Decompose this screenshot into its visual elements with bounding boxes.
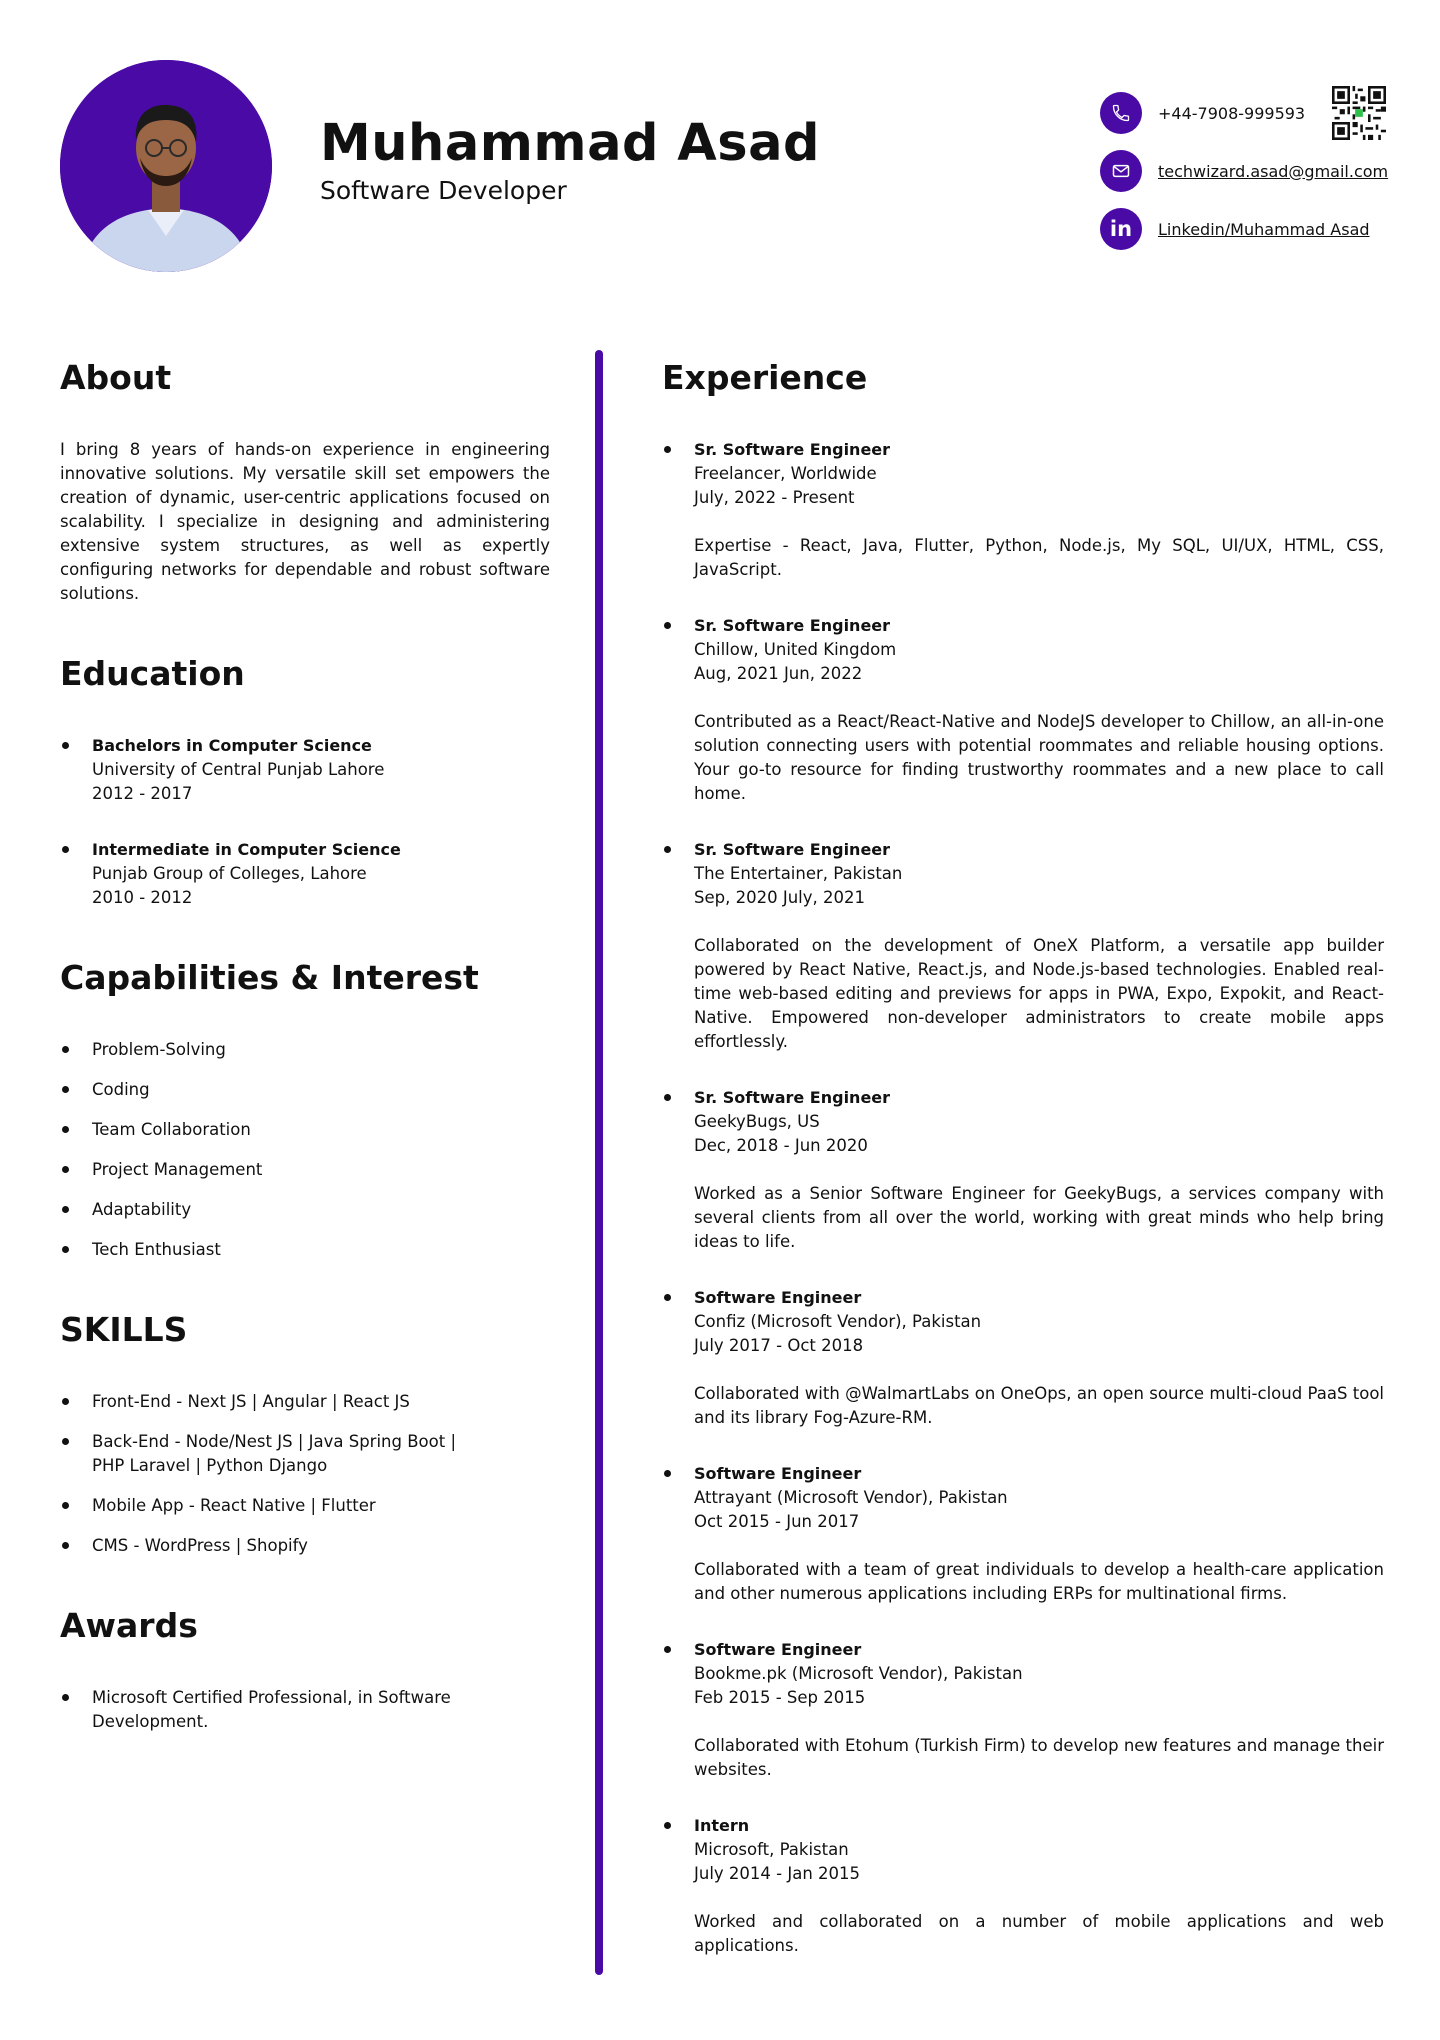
job-dates: Sep, 2020 July, 2021 bbox=[694, 888, 865, 907]
job-title: Software Engineer bbox=[694, 1640, 862, 1659]
education-years: 2010 - 2012 bbox=[92, 888, 193, 907]
education-school: University of Central Punjab Lahore bbox=[92, 760, 385, 779]
experience-item bbox=[662, 838, 1384, 1054]
person-portrait-icon bbox=[60, 60, 272, 272]
about-text: I bring 8 years of hands-on experience in engineering innovative solutions. My versatile skill set empowers the creation of dynamic, user-centric applications focused on scalability. I specialize in designing and administering extensive system structures, as well as expertly configuring networks for dependable and robust software solutions. bbox=[60, 440, 550, 603]
job-company: The Entertainer, Pakistan bbox=[694, 864, 903, 883]
list-item: Team Collaboration bbox=[60, 1118, 550, 1142]
list-item bbox=[60, 838, 550, 910]
contact-email[interactable] bbox=[1100, 150, 1388, 192]
experience-item bbox=[662, 1086, 1384, 1254]
qr-code-icon bbox=[1332, 86, 1386, 140]
right-column bbox=[662, 354, 1384, 1958]
job-company: Freelancer, Worldwide bbox=[694, 464, 877, 483]
education-list bbox=[60, 734, 550, 910]
list-item: Back-End - Node/Nest JS | Java Spring Boot | PHP Laravel | Python Django bbox=[60, 1430, 470, 1478]
mail-icon bbox=[1100, 150, 1142, 192]
list-item: Coding bbox=[60, 1078, 550, 1102]
education-heading: Education bbox=[60, 654, 245, 693]
contact-phone[interactable] bbox=[1100, 92, 1305, 134]
candidate-name: Muhammad Asad bbox=[320, 114, 820, 173]
experience-item bbox=[662, 1286, 1384, 1430]
job-title: Sr. Software Engineer bbox=[694, 616, 891, 635]
job-description: Contributed as a React/React-Native and NodeJS developer to Chillow, an all-in-one solution connecting users with potential roommates and reliable housing options. Your go-to resource for finding trustworthy roommates and a new place to call home. bbox=[694, 712, 1384, 803]
skills-heading: SKILLS bbox=[60, 1310, 188, 1349]
phone-icon bbox=[1100, 92, 1142, 134]
list-item: Tech Enthusiast bbox=[60, 1238, 550, 1262]
education-title: Bachelors in Computer Science bbox=[92, 736, 372, 755]
about-heading: About bbox=[60, 358, 172, 397]
list-item: Microsoft Certified Professional, in Software Development. bbox=[60, 1686, 460, 1734]
job-dates: July 2014 - Jan 2015 bbox=[694, 1864, 861, 1883]
job-title: Software Engineer bbox=[694, 1464, 862, 1483]
capabilities-heading: Capabilities & Interest bbox=[60, 958, 479, 997]
job-company: Chillow, United Kingdom bbox=[694, 640, 897, 659]
experience-item bbox=[662, 438, 1384, 582]
job-description: Collaborated with Etohum (Turkish Firm) to develop new features and manage their websites. bbox=[694, 1736, 1384, 1779]
job-title: Sr. Software Engineer bbox=[694, 440, 891, 459]
job-company: Bookme.pk (Microsoft Vendor), Pakistan bbox=[694, 1664, 1023, 1683]
linkedin-icon: in bbox=[1100, 208, 1142, 250]
education-title: Intermediate in Computer Science bbox=[92, 840, 401, 859]
qr-code bbox=[1332, 86, 1386, 140]
job-description: Collaborated on the development of OneX Platform, a versatile app builder powered by React Native, React.js, and Node.js-based technologies. Enabled real-time web-based editing and previews for apps in PWA, Expo, Expokit, and React-Native. Empowered non-developer administrators to create mobile apps effortlessly. bbox=[694, 936, 1384, 1051]
job-company: Attrayant (Microsoft Vendor), Pakistan bbox=[694, 1488, 1008, 1507]
experience-list bbox=[662, 438, 1384, 1958]
profile-photo bbox=[60, 60, 272, 272]
job-title: Sr. Software Engineer bbox=[694, 840, 891, 859]
job-company: Confiz (Microsoft Vendor), Pakistan bbox=[694, 1312, 982, 1331]
experience-item bbox=[662, 614, 1384, 806]
contact-linkedin[interactable] bbox=[1100, 208, 1370, 250]
job-dates: Feb 2015 - Sep 2015 bbox=[694, 1688, 866, 1707]
job-dates: July 2017 - Oct 2018 bbox=[694, 1336, 864, 1355]
job-dates: Aug, 2021 Jun, 2022 bbox=[694, 664, 863, 683]
candidate-role: Software Developer bbox=[320, 176, 567, 205]
linkedin-link[interactable]: Linkedin/Muhammad Asad bbox=[1158, 219, 1370, 239]
experience-heading: Experience bbox=[662, 358, 868, 397]
list-item bbox=[60, 734, 550, 806]
list-item: Mobile App - React Native | Flutter bbox=[60, 1494, 470, 1518]
job-title: Sr. Software Engineer bbox=[694, 1088, 891, 1107]
email-link[interactable]: techwizard.asad@gmail.com bbox=[1158, 161, 1389, 181]
left-column bbox=[60, 354, 550, 1734]
experience-item bbox=[662, 1462, 1384, 1606]
awards-list bbox=[60, 1686, 460, 1734]
awards-heading: Awards bbox=[60, 1606, 198, 1645]
job-company: GeekyBugs, US bbox=[694, 1112, 820, 1131]
experience-item bbox=[662, 1638, 1384, 1782]
job-company: Microsoft, Pakistan bbox=[694, 1840, 849, 1859]
column-divider bbox=[595, 350, 603, 1975]
job-description: Worked as a Senior Software Engineer for GeekyBugs, a services company with several clients from all over the world, working with great minds who help bring ideas to life. bbox=[694, 1184, 1384, 1251]
phone-number: +44-7908-999593 bbox=[1158, 103, 1306, 123]
list-item: Project Management bbox=[60, 1158, 550, 1182]
list-item: Front-End - Next JS | Angular | React JS bbox=[60, 1390, 470, 1414]
job-title: Intern bbox=[694, 1816, 750, 1835]
job-title: Software Engineer bbox=[694, 1288, 862, 1307]
job-description: Collaborated with a team of great individuals to develop a health-care application and other numerous applications including ERPs for multinational firms. bbox=[694, 1560, 1384, 1603]
list-item: Problem-Solving bbox=[60, 1038, 550, 1062]
skills-list bbox=[60, 1390, 470, 1558]
capabilities-list bbox=[60, 1038, 550, 1262]
list-item: Adaptability bbox=[60, 1198, 550, 1222]
job-description: Expertise - React, Java, Flutter, Python, Node.js, My SQL, UI/UX, HTML, CSS, JavaScript. bbox=[694, 536, 1384, 579]
job-description: Collaborated with @WalmartLabs on OneOps, an open source multi-cloud PaaS tool and its library Fog-Azure-RM. bbox=[694, 1384, 1384, 1427]
education-school: Punjab Group of Colleges, Lahore bbox=[92, 864, 367, 883]
job-dates: Dec, 2018 - Jun 2020 bbox=[694, 1136, 868, 1155]
job-description: Worked and collaborated on a number of mobile applications and web applications. bbox=[694, 1912, 1384, 1955]
education-years: 2012 - 2017 bbox=[92, 784, 193, 803]
list-item: CMS - WordPress | Shopify bbox=[60, 1534, 470, 1558]
experience-item bbox=[662, 1814, 1384, 1958]
job-dates: Oct 2015 - Jun 2017 bbox=[694, 1512, 860, 1531]
job-dates: July, 2022 - Present bbox=[694, 488, 855, 507]
